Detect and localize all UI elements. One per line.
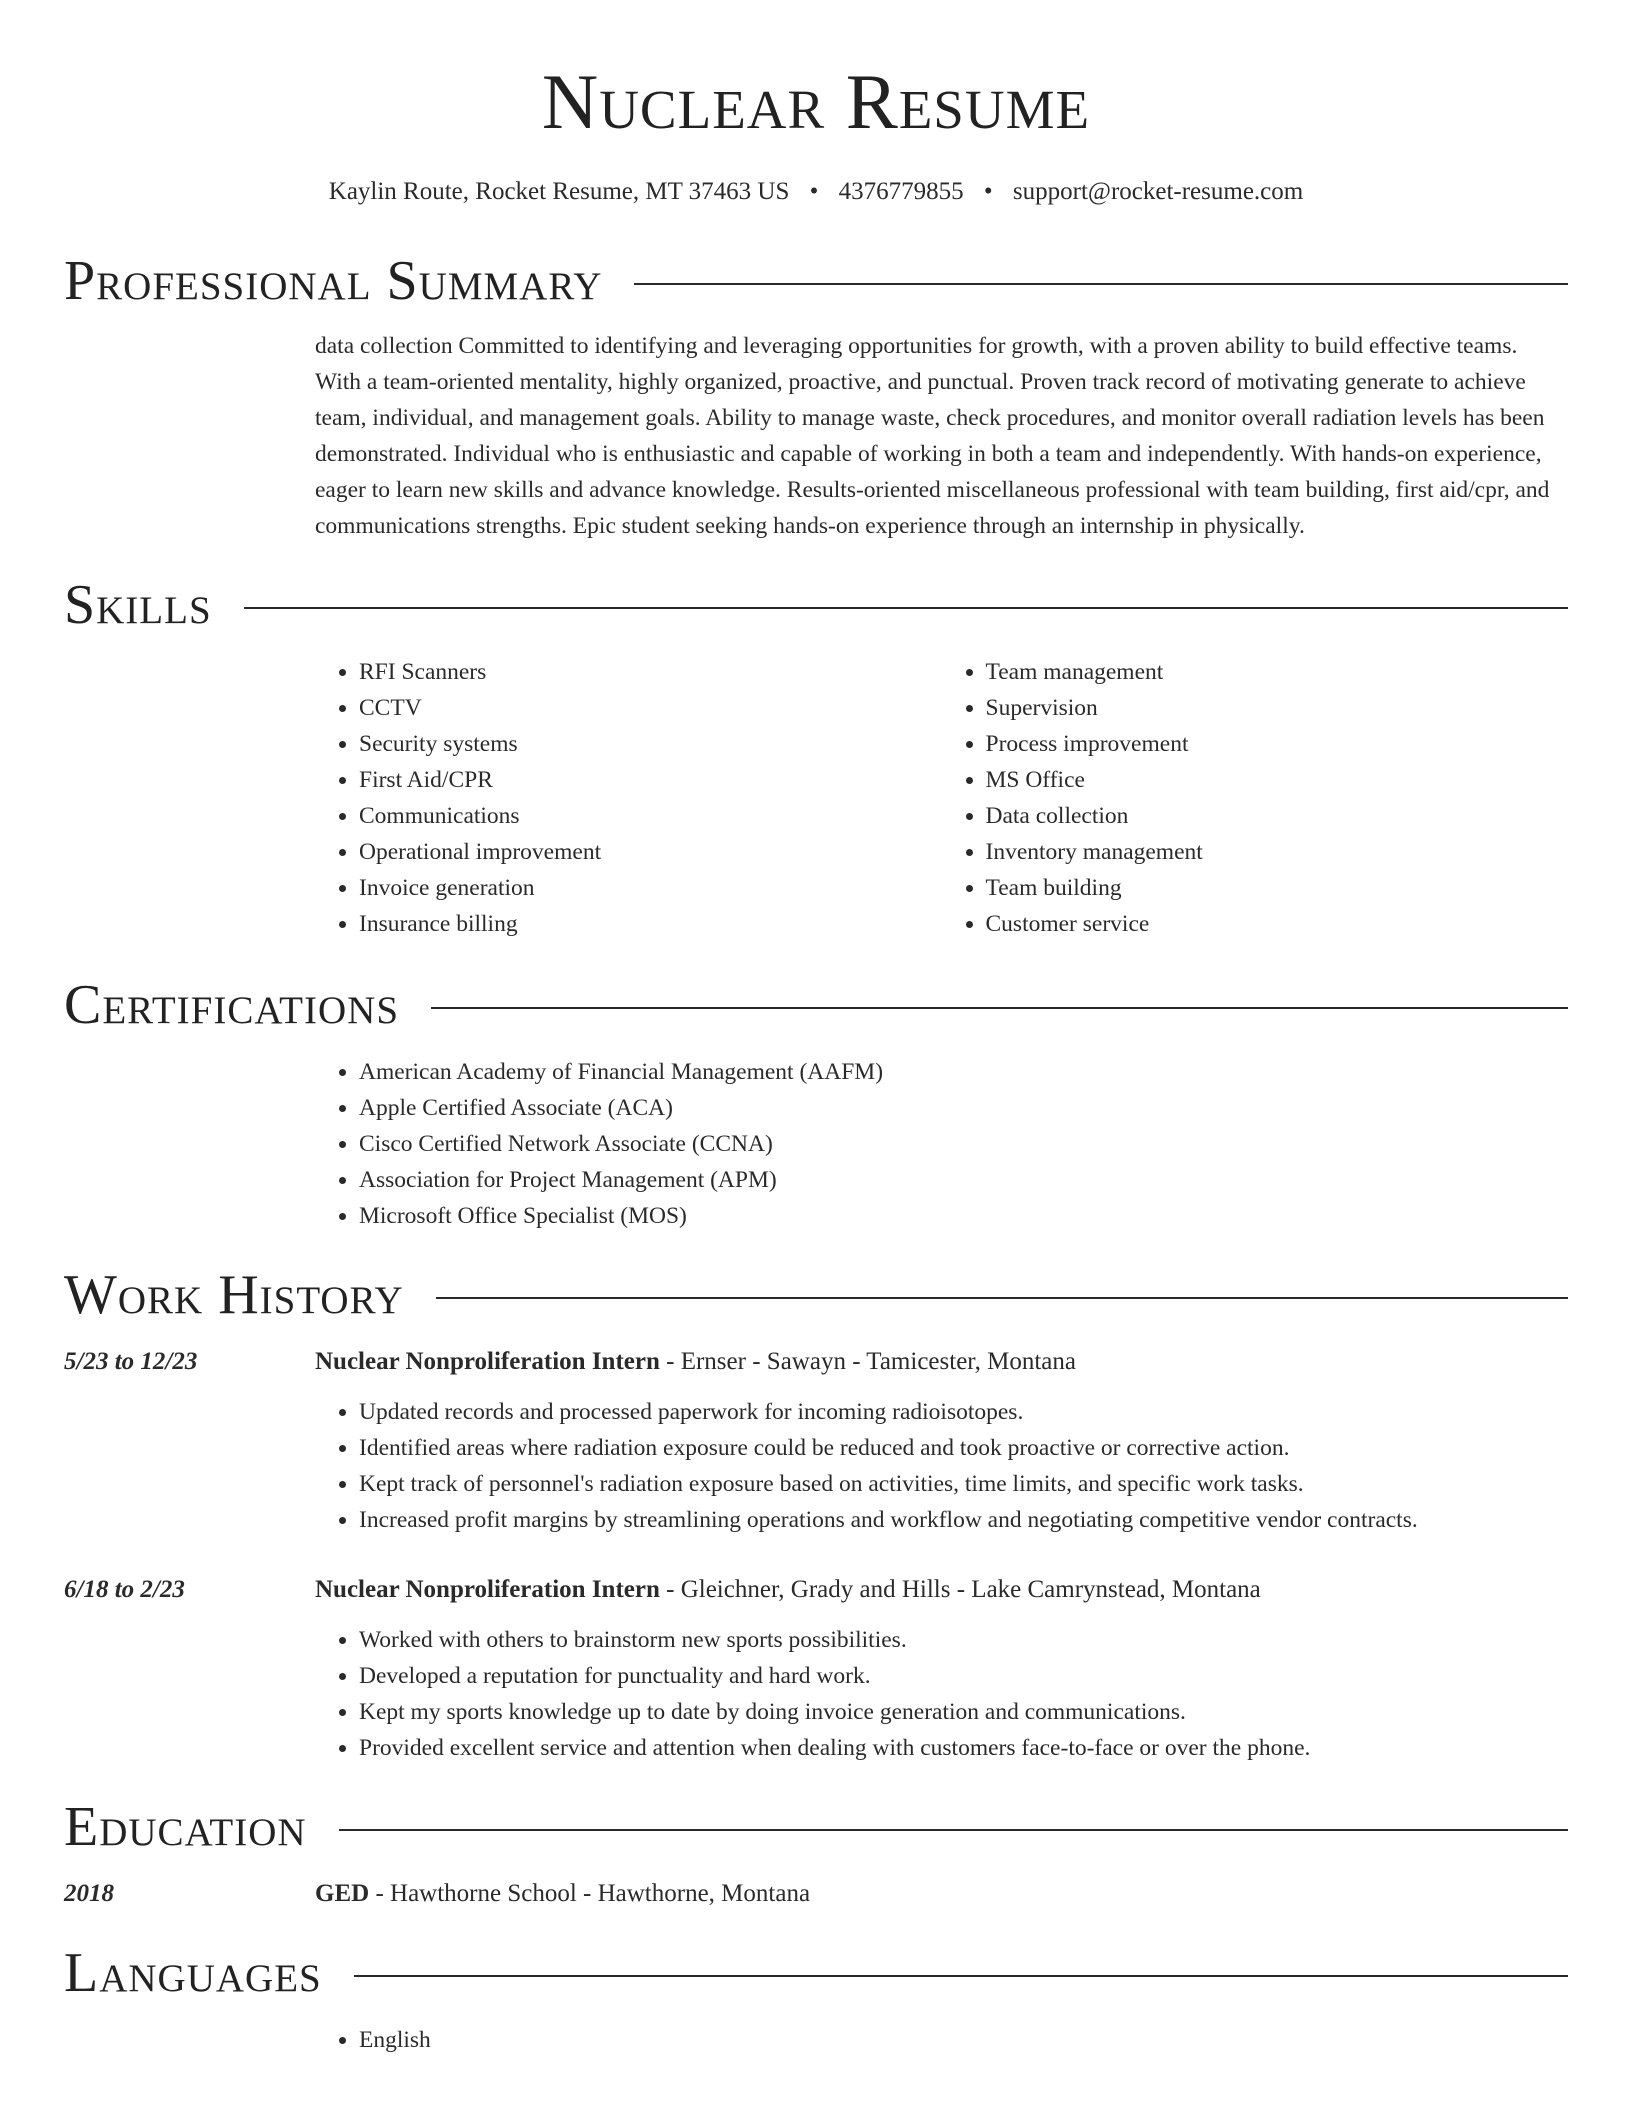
resume-name: Nuclear Resume: [541, 58, 1091, 145]
summary-section: [64, 246, 1568, 544]
skill-item: • CCTV: [359, 690, 942, 726]
summary-header: [64, 246, 1568, 316]
certifications-heading: Certifications: [64, 974, 400, 1036]
job-dates: 5/23 to 12/23: [64, 1348, 198, 1375]
section-divider: [431, 1007, 1568, 1009]
work-history-heading: Work History: [64, 1264, 404, 1326]
certification-item: • Association for Project Management (APM): [359, 1162, 1568, 1198]
work-history-header: [64, 1260, 1568, 1330]
certification-item: • Microsoft Office Specialist (MOS): [359, 1198, 1568, 1234]
job-header: [64, 1344, 1568, 1380]
summary-text: data collection Committed to identifying and leveraging opportunities for growth, with a proven ability to build effective teams. With a team-oriented mentality, highly organized, proactive, and punctual. Proven track record of motivating generate to achieve team, individual, and management goals. Ability to manage waste, check procedures, and monitor overall radiation levels has been demonstrated. Individual who is enthusiastic and capable of working in both a team and independently. With hands-on experience, eager to learn new skills and advance knowledge. Results-oriented miscellaneous professional with team building, first aid/cpr, and communications strengths. Epic student seeking hands-on experience through an internship in physically.: [315, 333, 1550, 539]
certifications-list-wrap: [315, 1054, 1568, 1234]
skills-section: [64, 570, 1568, 942]
skill-item: • Inventory management: [986, 834, 1569, 870]
job-bullets: [315, 1622, 1568, 1766]
job-title-line: [315, 1572, 1568, 1608]
skill-item: • Security systems: [359, 726, 942, 762]
job-entry: [64, 1572, 1568, 1766]
job-dates: 6/18 to 2/23: [64, 1576, 185, 1603]
section-divider: [634, 283, 1568, 285]
education-year: 2018: [64, 1880, 114, 1907]
job-title-line: [315, 1344, 1568, 1380]
contact-address: Kaylin Route, Rocket Resume, MT 37463 US: [328, 178, 790, 205]
certifications-header: [64, 970, 1568, 1040]
job-entry: [64, 1344, 1568, 1538]
skill-item: • Team building: [986, 870, 1569, 906]
certification-item: • Cisco Certified Network Associate (CCNA): [359, 1126, 1568, 1162]
job-bullet: • Kept track of personnel's radiation exposure based on activities, time limits, and specific work tasks.: [359, 1466, 1568, 1502]
skill-item: • Communications: [359, 798, 942, 834]
language-item: • English: [359, 2022, 1568, 2058]
certifications-section: [64, 970, 1568, 1234]
job-details: - Ernser - Sawayn - Tamicester, Montana: [659, 1348, 1076, 1375]
certification-item: • American Academy of Financial Management (AAFM): [359, 1054, 1568, 1090]
job-bullets-wrap: [315, 1394, 1568, 1538]
skill-item: • MS Office: [986, 762, 1569, 798]
skill-item: • Insurance billing: [359, 906, 942, 942]
certifications-list: [315, 1054, 1568, 1234]
job-bullet: • Increased profit margins by streamlining operations and workflow and negotiating competitive vendor contracts.: [359, 1502, 1568, 1538]
section-divider: [354, 1975, 1568, 1977]
skill-item: • RFI Scanners: [359, 654, 942, 690]
contact-separator: •: [983, 178, 993, 205]
skills-heading: Skills: [64, 574, 212, 636]
skill-item: • Supervision: [986, 690, 1569, 726]
job-header: [64, 1572, 1568, 1608]
section-divider: [339, 1829, 1568, 1831]
section-divider: [436, 1297, 1568, 1299]
job-bullet: • Identified areas where radiation exposure could be reduced and took proactive or corrective action.: [359, 1430, 1568, 1466]
job-bullets-wrap: [315, 1622, 1568, 1766]
skill-item: • Invoice generation: [359, 870, 942, 906]
contact-email: support@rocket-resume.com: [1012, 178, 1304, 205]
work-history-section: [64, 1260, 1568, 1766]
languages-heading: Languages: [64, 1942, 322, 2004]
contact-separator: •: [809, 178, 819, 205]
education-degree: GED: [315, 1880, 370, 1907]
languages-section: [64, 1938, 1568, 2058]
skills-list-right: [942, 654, 1569, 942]
education-details: - Hawthorne School - Hawthorne, Montana: [369, 1880, 811, 1907]
job-bullet: • Provided excellent service and attention when dealing with customers face-to-face or over the phone.: [359, 1730, 1568, 1766]
summary-heading: Professional Summary: [64, 250, 603, 312]
job-details: - Gleichner, Grady and Hills - Lake Camrynstead, Montana: [659, 1576, 1261, 1603]
education-section: [64, 1792, 1568, 1912]
skill-item: • Operational improvement: [359, 834, 942, 870]
job-title: Nuclear Nonproliferation Intern: [315, 1576, 660, 1603]
certification-item: • Apple Certified Associate (ACA): [359, 1090, 1568, 1126]
job-bullet: • Worked with others to brainstorm new sports possibilities.: [359, 1622, 1568, 1658]
job-bullet: • Kept my sports knowledge up to date by doing invoice generation and communications.: [359, 1694, 1568, 1730]
job-bullet: • Developed a reputation for punctuality and hard work.: [359, 1658, 1568, 1694]
skill-item: • Team management: [986, 654, 1569, 690]
languages-header: [64, 1938, 1568, 2008]
contact-line: [64, 178, 1568, 206]
languages-list: [315, 2022, 1568, 2058]
skill-item: • Data collection: [986, 798, 1569, 834]
skills-header: [64, 570, 1568, 640]
skill-item: • Customer service: [986, 906, 1569, 942]
job-bullet: • Updated records and processed paperwork for incoming radioisotopes.: [359, 1394, 1568, 1430]
education-heading: Education: [64, 1796, 307, 1858]
section-divider: [244, 607, 1568, 609]
skill-item: • Process improvement: [986, 726, 1569, 762]
skills-grid: [315, 654, 1568, 942]
skills-list-left: [315, 654, 942, 942]
job-title: Nuclear Nonproliferation Intern: [315, 1348, 660, 1375]
education-entry: [64, 1876, 1568, 1912]
job-bullets: [315, 1394, 1568, 1538]
languages-list-wrap: [315, 2022, 1568, 2058]
education-header: [64, 1792, 1568, 1862]
skill-item: • First Aid/CPR: [359, 762, 942, 798]
education-line: [315, 1876, 1568, 1912]
contact-phone: 4376779855: [838, 178, 964, 205]
